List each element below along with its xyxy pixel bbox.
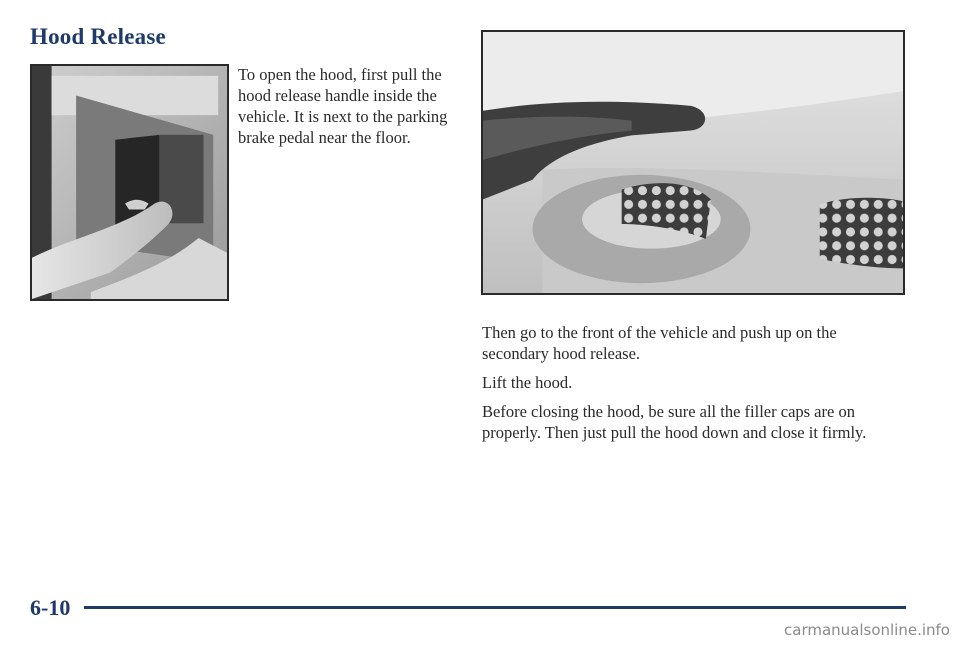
hood-release-handle-photo-icon — [32, 66, 227, 299]
hood-release-handle-photo — [30, 64, 229, 301]
secondary-hood-release-photo — [481, 30, 905, 295]
page-heading: Hood Release — [30, 24, 166, 49]
instruction-steps — [482, 322, 902, 451]
intro-text: To open the hood, first pull the hood release handle inside the vehicle. It is next to the parking brake pedal near the floor. — [238, 65, 448, 147]
step-lift-hood: Lift the hood. — [482, 373, 573, 392]
watermark: carmanualsonline.info — [784, 621, 950, 639]
footer-rule — [84, 606, 906, 609]
secondary-hood-release-photo-icon — [483, 32, 903, 293]
step-front-release: Then go to the front of the vehicle and push up on the secondary hood release. — [482, 323, 837, 363]
step-closing-hood: Before closing the hood, be sure all the filler caps are on properly. Then just pull the hood down and close it firmly. — [482, 402, 867, 442]
page-number: 6-10 — [30, 595, 71, 620]
